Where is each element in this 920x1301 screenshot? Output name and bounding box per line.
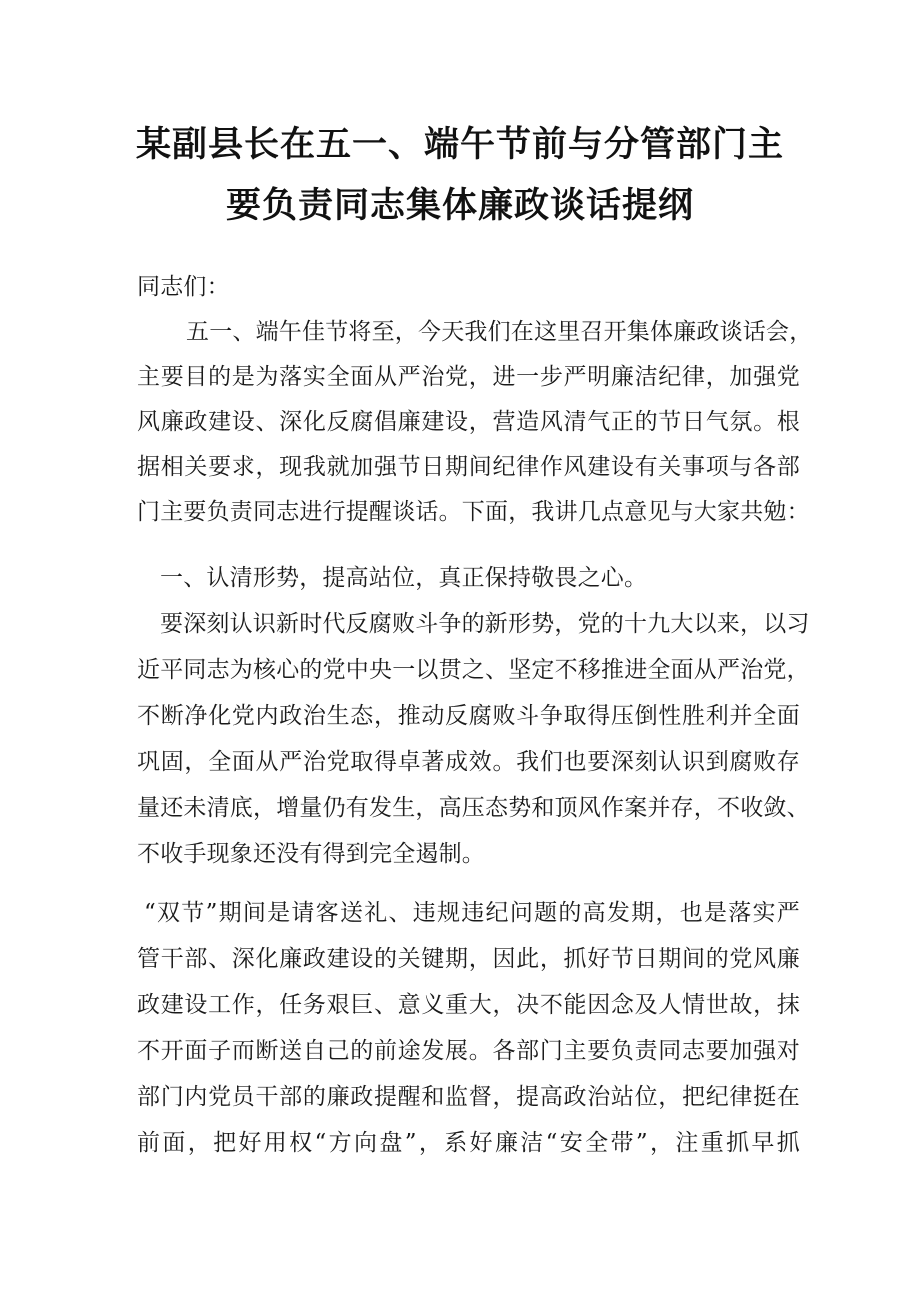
body-line: 五一、端午佳节将至，今天我们在这里召开集体廉政谈话会， [186, 319, 813, 345]
body-line: 部门内党员干部的廉政提醒和监督，提高政治站位，把纪律挺在 [137, 1084, 800, 1110]
body-line: 不开面子而断送自己的前途发展。各部门主要负责同志要加强对 [137, 1038, 800, 1064]
body-line: 不收手现象还没有得到完全遏制。 [137, 841, 485, 867]
body-line: 主要目的是为落实全面从严治党，进一步严明廉洁纪律，加强党 [137, 364, 800, 390]
document-title-line-2: 要负责同志集体廉政谈话提纲 [225, 186, 694, 226]
body-line: 管干部、深化廉政建设的关键期，因此，抓好节日期间的党风廉 [137, 946, 800, 972]
body-line: 巩固，全面从严治党取得卓著成效。我们也要深刻认识到腐败存 [137, 749, 800, 775]
body-line: 前面，把好用权“方向盘”，系好廉洁“安全带”，注重抓早抓 [137, 1130, 800, 1156]
body-line: 近平同志为核心的党中央一以贯之、坚定不移推进全面从严治党， [137, 657, 810, 683]
document-title-line-1: 某副县长在五一、端午节前与分管部门主 [135, 125, 784, 165]
body-line: 要深刻认识新时代反腐败斗争的新形势，党的十九大以来，以习 [160, 611, 810, 637]
body-line: 政建设工作，任务艰巨、意义重大，决不能因念及人情世故，抹 [137, 992, 800, 1018]
body-line: 不断净化党内政治生态，推动反腐败斗争取得压倒性胜利并全面 [137, 703, 800, 729]
section-heading: 一、认清形势，提高站位，真正保持敬畏之心。 [160, 565, 648, 591]
body-line: “双节”期间是请客送礼、违规违纪问题的高发期，也是落实严 [144, 900, 800, 926]
body-line: 风廉政建设、深化反腐倡廉建设，营造风清气正的节日气氛。根 [137, 409, 800, 435]
body-line: 据相关要求，现我就加强节日期间纪律作风建设有关事项与各部 [137, 454, 800, 480]
body-line: 门主要负责同志进行提醒谈话。下面，我讲几点意见与大家共勉： [137, 499, 810, 525]
salutation: 同志们： [137, 274, 230, 300]
body-line: 量还未清底，增量仍有发生，高压态势和顶风作案并存，不收敛、 [137, 795, 810, 821]
